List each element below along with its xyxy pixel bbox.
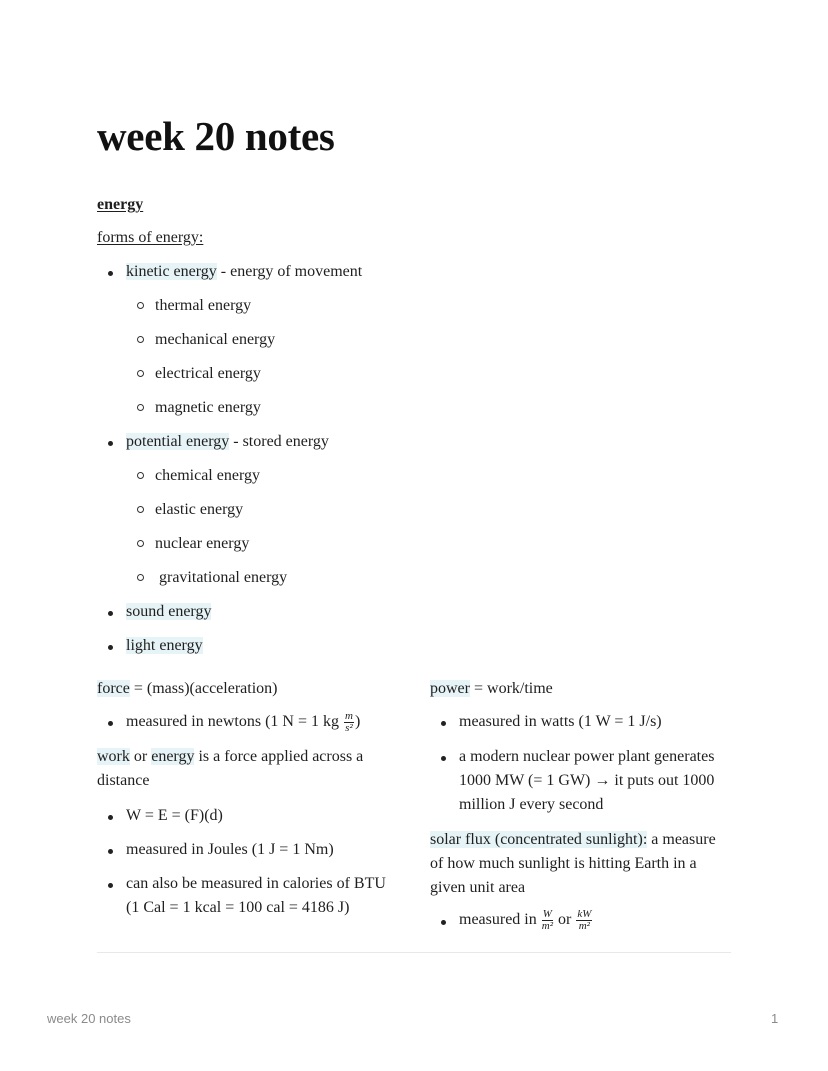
- bullet-icon: [108, 611, 113, 616]
- work-definition-cont: distance: [97, 772, 150, 789]
- bullet-icon: [108, 441, 113, 446]
- sub-item: chemical energy: [155, 467, 260, 484]
- calories-bullet-cont: (1 Cal = 1 kcal = 100 cal = 4186 J): [126, 899, 350, 916]
- page-title: week 20 notes: [97, 113, 335, 159]
- sub-item: thermal energy: [155, 297, 252, 314]
- divider: [97, 952, 731, 953]
- circle-bullet-icon: [137, 540, 144, 547]
- bullet-icon: [441, 756, 446, 761]
- nuclear-plant-bullet-cont: 1000 MW (= 1 GW) → it puts out 1000: [459, 772, 715, 789]
- calories-bullet: can also be measured in calories of BTU: [126, 875, 386, 892]
- bullet-icon: [108, 849, 113, 854]
- list-item-kinetic: kinetic energy - energy of movement: [126, 263, 363, 280]
- bullet-icon: [441, 721, 446, 726]
- circle-bullet-icon: [137, 336, 144, 343]
- fraction-m-s2: $\frac{m}{\text{s²}}$: [344, 709, 353, 734]
- circle-bullet-icon: [137, 302, 144, 309]
- nuclear-plant-bullet-cont: million J every second: [459, 796, 604, 813]
- bullet-icon: [108, 883, 113, 888]
- circle-bullet-icon: [137, 370, 144, 377]
- nuclear-plant-bullet: a modern nuclear power plant generates: [459, 748, 715, 765]
- bullet-icon: [441, 920, 446, 925]
- circle-bullet-icon: [137, 506, 144, 513]
- watts-bullet: measured in watts (1 W = 1 J/s): [459, 713, 662, 730]
- section-heading: energy: [97, 196, 144, 213]
- sub-item: magnetic energy: [155, 399, 261, 416]
- fraction-w-m2: $\frac{W}{\text{m²}}$: [541, 907, 553, 932]
- list-item-sound: sound energy: [126, 603, 212, 620]
- circle-bullet-icon: [137, 472, 144, 479]
- sub-item: electrical energy: [155, 365, 261, 382]
- bullet-icon: [108, 645, 113, 650]
- sub-item: gravitational energy: [155, 569, 288, 586]
- circle-bullet-icon: [137, 574, 144, 581]
- circle-bullet-icon: [137, 404, 144, 411]
- sub-item: nuclear energy: [155, 535, 250, 552]
- work-formula: W = E = (F)(d): [126, 807, 223, 824]
- joules-bullet: measured in Joules (1 J = 1 Nm): [126, 841, 334, 858]
- bullet-icon: [108, 271, 113, 276]
- force-definition: force = (mass)(acceleration): [97, 680, 278, 697]
- power-definition: power = work/time: [430, 680, 553, 697]
- list-item-light: light energy: [126, 637, 203, 654]
- solar-flux-definition-cont: given unit area: [430, 879, 526, 896]
- bullet-icon: [108, 721, 113, 726]
- list-item-potential: potential energy - stored energy: [126, 433, 329, 450]
- solar-flux-units-bullet: measured in $\frac{W}{\text{m²}}$ or $\frac{kW}{\text{m²}}$: [459, 907, 592, 932]
- bullet-icon: [108, 815, 113, 820]
- newtons-bullet: measured in newtons (1 N = 1 kg $\frac{m}{\text{s²}}$ ): [126, 709, 361, 734]
- solar-flux-definition-cont: of how much sunlight is hitting Earth in a: [430, 855, 697, 872]
- footer-title: week 20 notes: [47, 1011, 131, 1026]
- sub-item: mechanical energy: [155, 331, 276, 348]
- page-number: 1: [771, 1011, 779, 1026]
- solar-flux-definition: solar flux (concentrated sunlight): a measure: [430, 831, 716, 848]
- forms-label: forms of energy:: [97, 229, 204, 246]
- work-definition: work or energy is a force applied across a: [97, 748, 364, 765]
- fraction-kw-m2: $\frac{kW}{\text{m²}}$: [577, 907, 592, 932]
- sub-item: elastic energy: [155, 501, 244, 518]
